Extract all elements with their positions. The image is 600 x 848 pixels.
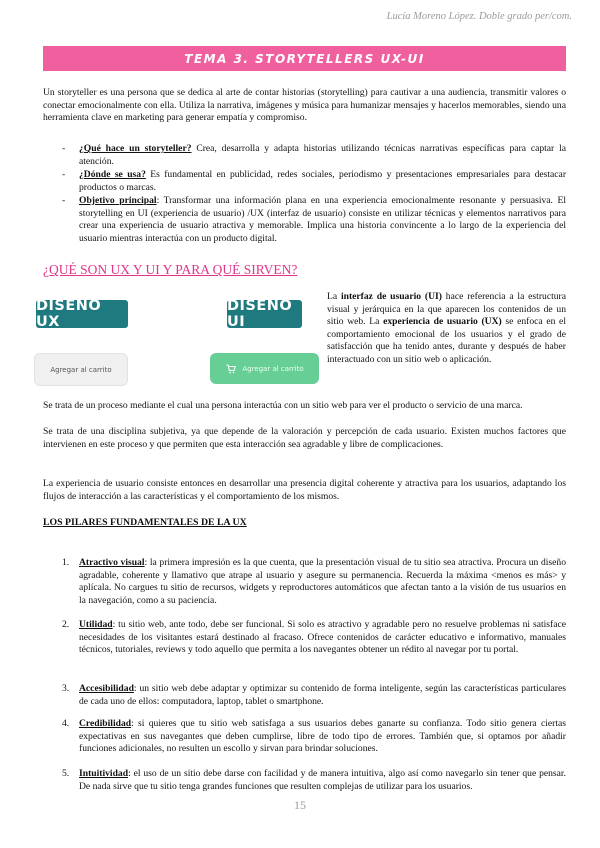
- ux-ui-definition: La interfaz de usuario (UI) hace referencia a la estructura visual y jerárquica en la que aparecen los contenidos de un sitio web. La experiencia de usuario (UX) se enfoca en el comportamiento emocional de los usuarios y el grado de satisfacción que ha tenido antes, durante y después de haber interactuado con un sitio web o aplicación.: [327, 291, 567, 365]
- pillars-heading: LOS PILARES FUNDAMENTALES DE LA UX: [43, 517, 247, 528]
- ux-design-badge: DISEÑO UX: [36, 300, 128, 328]
- pillar-number: 2.: [62, 619, 70, 630]
- pillar-item: [62, 683, 566, 708]
- running-header: Lucía Moreno López. Doble grado per/com.: [386, 11, 572, 22]
- chapter-banner: [43, 46, 566, 71]
- pillar-text: : tu sitio web, ante todo, debe ser funcional. Si solo es atractivo y agradable pero no resuelve problemas ni satisface necesidades de los visitantes estará destinado al fracaso. Ofrece contenidos de carácter educativo e informativo, manuales técnicos, tutoriales, reviews y todo aquello que permita a los navegantes obtener un rédito al navegar por tu portal.: [79, 619, 566, 656]
- pillar-term: Credibilidad: [79, 718, 132, 729]
- ux-add-to-cart-button: [34, 353, 128, 386]
- cart-icon: [225, 363, 237, 375]
- pillar-term: Accesibilidad: [79, 683, 134, 694]
- page-number: 15: [294, 798, 306, 812]
- bullet-dash: -: [62, 143, 66, 154]
- pillar-term: Intuitividad: [79, 768, 129, 779]
- section-heading: ¿QUÉ SON UX Y UI Y PARA QUÉ SIRVEN?: [43, 262, 298, 277]
- body-paragraph: Se trata de un proceso mediante el cual una persona interactúa con un sitio web para ver el producto o servicio de una marca.: [43, 400, 523, 411]
- ui-term: interfaz de usuario (UI): [340, 291, 442, 302]
- pillar-number: 5.: [62, 768, 70, 779]
- body-paragraph: La experiencia de usuario consiste entonces en desarrollar una presencia digital coherente y atractiva para los usuarios, adaptando los flujos de interacción a las características y el comportamiento de los mismos.: [43, 478, 566, 502]
- pillar-item: [62, 557, 566, 607]
- pillar-text: : la primera impresión es la que cuenta, que la presentación visual de tu sitio sea atractiva. Procura un diseño agradable, coherente y llamativo que atrape al usuario y asegure su permanencia. Recuerda la máxima <menos es más> y aplícala. No cargues tu sitio de recursos, widgets y reproductores automáticos que afectan tanto a la visión de tus usuarios en la navegación, como a su paciencia.: [79, 557, 566, 606]
- bullet-text: Es fundamental en publicidad, redes sociales, periodismo y presentaciones empresariales para destacar productos o marcas.: [79, 169, 567, 193]
- intro-paragraph: Un storyteller es una persona que se dedica al arte de contar historias (storytelling) para cautivar a una audiencia, transmitir valores o conectar emocionalmente con ella. Utiliza la narrativa, imágenes y música para humanizar mensajes y hacerlos memorables, siendo una herramienta clave en marketing para generar empatía y compromiso.: [43, 87, 566, 124]
- bullet-term: Objetivo principal: [79, 195, 157, 206]
- pillar-item: [62, 619, 566, 657]
- pillar-text: : el uso de un sitio debe darse con facilidad y de manera intuitiva, algo así como navegarlo sin tener que pensar. De nada sirve que tu sitio tenga grandes funciones que resulten complejas de utilizar para los usuarios.: [79, 768, 566, 792]
- bullet-text: : Transformar una información plana en una experiencia emocionalmente resonante y persuasiva. El storytelling en UI (experiencia de usuario) /UX (interfaz de usuario) consiste en utilizar técnicas y elementos narrativos para crear una experiencia de usuario atractiva y memorable. Implica una historia convincente a lo largo de la experiencia del usuario mientras interactúa con un producto digital.: [79, 195, 567, 244]
- ui-button-label: Agregar al carrito: [242, 364, 304, 373]
- bullet-item: [62, 169, 566, 194]
- pillar-term: Atractivo visual: [79, 557, 145, 568]
- ui-design-badge: DISEÑO UI: [227, 300, 302, 328]
- pillar-text: : un sitio web debe adaptar y optimizar su contenido de forma inteligente, según las características particulares de cada uno de ellos: computadora, laptop, tablet o smartphone.: [79, 683, 566, 707]
- bullet-item: [62, 143, 566, 168]
- bullet-text: Crea, desarrolla y adapta historias utilizando técnicas narrativas específicas para captar la atención.: [79, 143, 566, 167]
- ux-button-label: Agregar al carrito: [50, 365, 112, 374]
- body-paragraph: Se trata de una disciplina subjetiva, ya que depende de la valoración y percepción de cada usuario. Existen muchos factores que intervienen en este proceso y que permiten que esta interacción sea agradable y libre de complicaciones.: [43, 426, 566, 450]
- pillar-number: 3.: [62, 683, 70, 694]
- bullet-term: ¿Qué hace un storyteller?: [79, 143, 192, 154]
- bullet-dash: -: [62, 169, 66, 180]
- bullet-dash: -: [62, 195, 66, 206]
- ux-term: experiencia de usuario (UX): [383, 316, 502, 328]
- chapter-title: TEMA 3. STORYTELLERS UX-UI: [184, 51, 425, 66]
- pillar-number: 4.: [62, 718, 70, 729]
- pillar-text: : si quieres que tu sitio web satisfaga a sus usuarios debes ganarte su confianza. Todo sitio genera ciertas expectativas en sus navegantes que deben cumplirse, libre de todo tipo de errores. También que, si optamos por añadir funciones adicionales, no resulten un escollo y sirvan para brindar soluciones.: [79, 718, 566, 755]
- bullet-item: [62, 195, 566, 245]
- pillar-term: Utilidad: [79, 619, 113, 630]
- pillar-number: 1.: [62, 557, 70, 568]
- pillar-item: [62, 768, 566, 793]
- ui-add-to-cart-button: [210, 353, 319, 384]
- pillar-item: [62, 718, 566, 756]
- bullet-term: ¿Dónde se usa?: [79, 169, 146, 180]
